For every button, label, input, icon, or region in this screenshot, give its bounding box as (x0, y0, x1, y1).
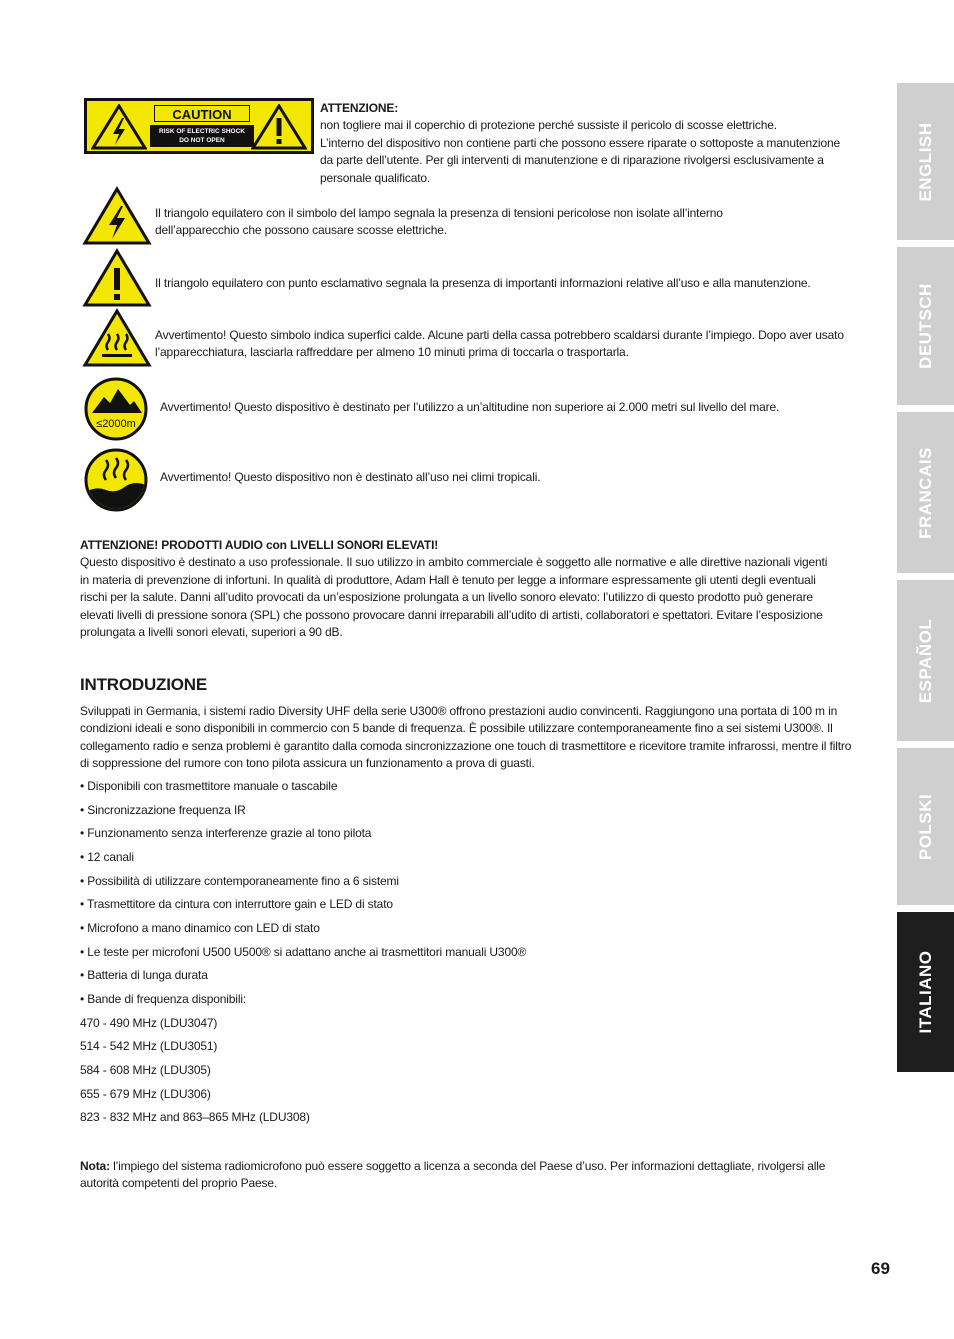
hot-surface-icon (82, 308, 152, 368)
warning-altitude-text: Avvertimento! Questo dispositivo è destinato per l’utilizzo a un’altitudine non superiore ai 2.000 metri sul livello del mare. (160, 400, 780, 414)
note-label: Nota: (80, 1159, 110, 1173)
caution-title: CAUTION (154, 105, 250, 122)
tab-italiano[interactable]: ITALIANO (897, 912, 954, 1072)
list-item: • Batteria di lunga durata (80, 968, 208, 982)
exclamation-triangle-icon (251, 104, 307, 150)
frequency-band: 655 - 679 MHz (LDU306) (80, 1087, 211, 1101)
warning-exclamation-text: Il triangolo equilatero con punto esclamativo segnala la presenza di importanti informazioni relative all’uso e alla manutenzione. (155, 276, 811, 290)
altitude-icon (84, 377, 148, 441)
list-item: • Le teste per microfoni U500 U500® si adattano anche ai trasmettitori manuali U300® (80, 945, 527, 959)
tab-english[interactable]: ENGLISH (897, 83, 954, 240)
tab-polski[interactable]: POLSKI (897, 748, 954, 905)
intro-paragraph: Sviluppati in Germania, i sistemi radio Diversity UHF della serie U300® offrono prestazioni audio convincenti. Raggiungono una portata di 100 m in condizioni ideali e sono disponibili in commercio con 5 bande di frequenza. È possibile utilizzare contemporaneamente fino a sei sistemi U300®. Il collegamento radio e senza problemi è garantito dalla comoda sincronizzazione one touch di trasmettitore e ricevitore tramite infrarossi, mentre il filtro di soppressione del rumore con tono pilota assicura un funzionamento a prova di guasti. (80, 704, 852, 771)
list-item: • Microfono a mano dinamico con LED di stato (80, 921, 320, 935)
caution-text: RISK OF ELECTRIC SHOCK DO NOT OPEN (150, 125, 254, 147)
lightning-triangle-icon (82, 186, 152, 246)
page-number: 69 (871, 1259, 890, 1278)
tropical-climate-icon (84, 448, 148, 512)
warning-lightning-text: Il triangolo equilatero con il simbolo del lampo segnala la presenza di tensioni pericolose non isolate all’interno dell’apparecchio che possono causare scosse elettriche. (155, 206, 723, 238)
tab-espanol[interactable]: ESPAÑOL (897, 580, 954, 741)
list-item: • Sincronizzazione frequenza IR (80, 803, 246, 817)
attention-block: ATTENZIONE: non togliere mai il coperchio di protezione perché sussiste il pericolo di scosse elettriche. L’interno del dispositivo non contiene parti che possono essere riparate o sottoposte a manutenzione da parte dell’utente. Per gli interventi di manutenzione e di riparazione rivolgersi esclusivamente a personale qualificato. (320, 101, 841, 185)
sound-warning-block: ATTENZIONE! PRODOTTI AUDIO con LIVELLI SONORI ELEVATI! Questo dispositivo è destinato a uso professionale. Il suo utilizzo in ambito commerciale è soggetto alle normative e alle direttive nazionali vigenti in materia di prevenzione di infortuni. In qualità di produttore, Adam Hall è tenuto per legge a informare espressamente gli utenti degli eventuali rischi per la salute. Danni all’udito provocati da un’esposizione prolungata a un livello sonoro elevato: l’utilizzo di questo prodotto può generare elevati livelli di pressione sonora (SPL) che possono provocare danni irreparabili all’udito di artisti, collaboratori e spettatori. Evitare l’esposizione prolungata a livelli sonori elevati, superiori a 90 dB. (80, 537, 880, 641)
list-item: • Funzionamento senza interferenze grazie al tono pilota (80, 826, 372, 840)
section-heading: INTRODUZIONE (80, 675, 207, 694)
note-block: Nota: l’impiego del sistema radiomicrofono può essere soggetto a licenza a seconda del Paese d’uso. Per informazioni dettagliate, rivolgersi alle autorità competenti del proprio Paese. (80, 1159, 826, 1191)
frequency-band: 514 - 542 MHz (LDU3051) (80, 1039, 218, 1053)
tab-francais[interactable]: FRANCAIS (897, 412, 954, 573)
warning-hot-surface-text: Avvertimento! Questo simbolo indica superfici calde. Alcune parti della cassa potrebbero scaldarsi durante l’impiego. Dopo aver usato l’apparecchiatura, lasciarla raffreddare per almeno 10 minuti prima di toccarla o trasportarla. (155, 328, 844, 360)
frequency-band: 823 - 832 MHz and 863–865 MHz (LDU308) (80, 1110, 310, 1124)
frequency-band: 470 - 490 MHz (LDU3047) (80, 1016, 218, 1030)
warning-tropical-text: Avvertimento! Questo dispositivo non è destinato all’uso nei climi tropicali. (160, 470, 541, 484)
lightning-triangle-icon (91, 104, 147, 150)
list-item: • Disponibili con trasmettitore manuale o tascabile (80, 779, 338, 793)
tab-deutsch[interactable]: DEUTSCH (897, 247, 954, 405)
frequency-band: 584 - 608 MHz (LDU305) (80, 1063, 211, 1077)
sound-warning-title: ATTENZIONE! PRODOTTI AUDIO con LIVELLI SONORI ELEVATI! (80, 538, 439, 552)
altitude-label: ≤2000m (96, 418, 136, 430)
list-item: • Bande di frequenza disponibili: (80, 992, 247, 1006)
list-item: • Possibilità di utilizzare contemporaneamente fino a 6 sistemi (80, 874, 399, 888)
list-item: • 12 canali (80, 850, 134, 864)
list-item: • Trasmettitore da cintura con interruttore gain e LED di stato (80, 897, 393, 911)
caution-label (84, 98, 314, 154)
exclamation-triangle-icon (82, 248, 152, 308)
